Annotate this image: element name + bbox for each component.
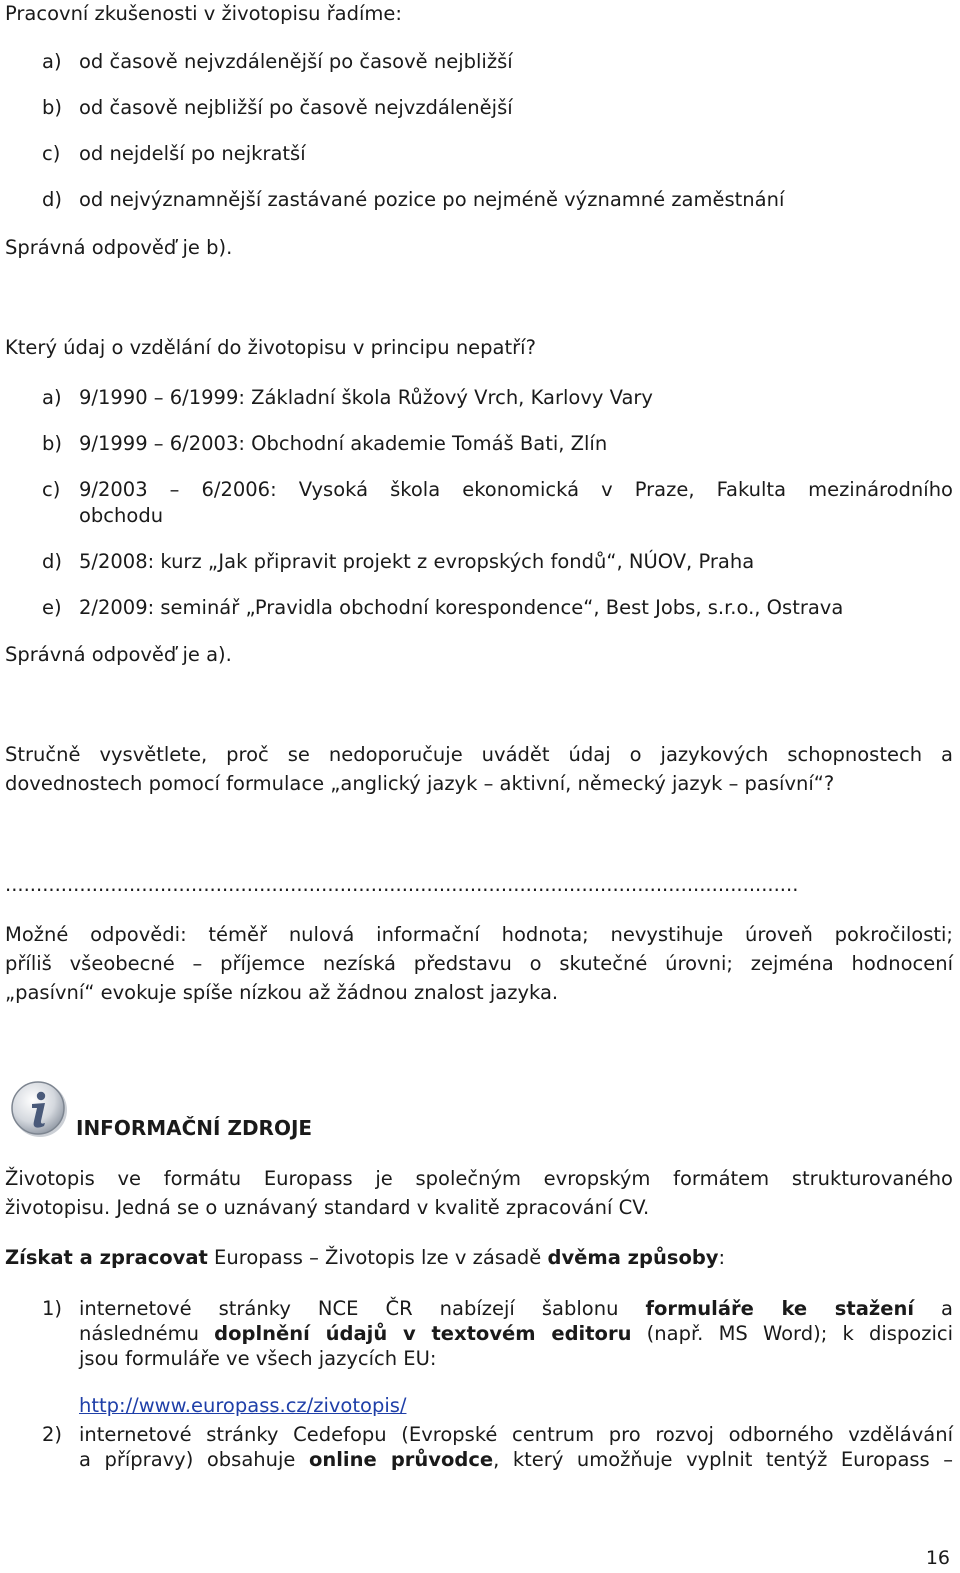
question-2: Který údaj o vzdělání do životopisu v principu nepatří? xyxy=(5,336,536,359)
info-para-1-line-2: životopisu. Jedná se o uznávaný standard v kvalitě zpracování CV. xyxy=(5,1196,650,1219)
question-1: Pracovní zkušenosti v životopisu řadíme: xyxy=(5,2,402,25)
option-text: od časově nejvzdálenější po časově nejbližší xyxy=(79,50,513,73)
q3-answer-line-3: „pasívní“ evokuje spíše nízkou až žádnou znalost jazyka. xyxy=(5,981,559,1004)
option-text: 9/1990 – 6/1999: Základní škola Růžový Vrch, Karlovy Vary xyxy=(79,386,653,409)
q3-answer-line-2: příliš všeobecné – příjemce nezíská představu o skutečné úrovni; zejména hodnocení xyxy=(5,952,953,975)
page-number: 16 xyxy=(925,1547,950,1569)
text: , který umožňuje vyplnit tentýž Europass – xyxy=(493,1448,953,1471)
answer-dots: ................................................................................................................................ xyxy=(5,873,799,896)
option-text: 9/1999 – 6/2003: Obchodní akademie Tomáš Bati, Zlín xyxy=(79,432,608,455)
text: : xyxy=(718,1246,726,1269)
text: Europass – Životopis lze v zásadě xyxy=(207,1246,548,1269)
text: následnému xyxy=(79,1322,215,1345)
section-heading: INFORMAČNÍ ZDROJE xyxy=(76,1116,313,1140)
option-text: 2/2009: seminář „Pravidla obchodní korespondence“, Best Jobs, s.r.o., Ostrava xyxy=(79,596,844,619)
option-text-continued: obchodu xyxy=(79,504,164,527)
q3-answer-line-1: Možné odpovědi: téměř nulová informační hodnota; nevystihuje úroveň pokročilosti; xyxy=(5,923,953,946)
text: internetové stránky NCE ČR nabízejí šablonu xyxy=(79,1297,646,1320)
option-letter: c) xyxy=(42,142,61,165)
info-para-1-line-1: Životopis ve formátu Europass je společným evropským formátem strukturovaného xyxy=(5,1167,953,1190)
list-line: jsou formuláře ve všech jazycích EU: xyxy=(79,1347,437,1370)
option-letter: e) xyxy=(42,596,62,619)
bold-text: formuláře ke stažení xyxy=(645,1297,915,1320)
option-text: od časově nejbližší po časově nejvzdálenější xyxy=(79,96,513,119)
question-3-line-1: Stručně vysvětlete, proč se nedoporučuje uvádět údaj o jazykových schopnostech a xyxy=(5,743,953,766)
bold-text: dvěma způsoby xyxy=(547,1246,719,1269)
option-text: od nejvýznamnější zastávané pozice po nejméně významné zaměstnání xyxy=(79,188,785,211)
list-line xyxy=(79,1297,953,1320)
option-text: 5/2008: kurz „Jak připravit projekt z evropských fondů“, NÚOV, Praha xyxy=(79,550,755,573)
info-icon xyxy=(10,1080,68,1138)
list-number: 2) xyxy=(42,1423,63,1446)
q1-answer: Správná odpověď je b). xyxy=(5,236,233,259)
bold-text: doplnění údajů v textovém editoru xyxy=(214,1322,632,1345)
option-text: 9/2003 – 6/2006: Vysoká škola ekonomická v Praze, Fakulta mezinárodního xyxy=(79,478,953,501)
option-text: od nejdelší po nejkratší xyxy=(79,142,306,165)
bold-text: Získat a zpracovat xyxy=(5,1246,208,1269)
option-letter: a) xyxy=(42,386,62,409)
list-line xyxy=(79,1322,953,1345)
text: (např. MS Word); k dispozici xyxy=(631,1322,953,1345)
option-letter: b) xyxy=(42,432,62,455)
text: a xyxy=(914,1297,954,1320)
list-number: 1) xyxy=(42,1297,63,1320)
option-letter: a) xyxy=(42,50,62,73)
europass-link[interactable]: http://www.europass.cz/zivotopis/ xyxy=(79,1394,407,1417)
option-letter: b) xyxy=(42,96,62,119)
q2-answer: Správná odpověď je a). xyxy=(5,643,232,666)
list-line: internetové stránky Cedefopu (Evropské centrum pro rozvoj odborného vzdělávání xyxy=(79,1423,953,1446)
option-letter: d) xyxy=(42,188,62,211)
text: a přípravy) obsahuje xyxy=(79,1448,309,1471)
info-para-2 xyxy=(5,1246,725,1269)
list-line xyxy=(79,1448,953,1471)
option-letter: d) xyxy=(42,550,62,573)
option-letter: c) xyxy=(42,478,61,501)
question-3-line-2: dovednostech pomocí formulace „anglický jazyk – aktivní, německý jazyk – pasívní“? xyxy=(5,772,835,795)
bold-text: online průvodce xyxy=(308,1448,494,1471)
